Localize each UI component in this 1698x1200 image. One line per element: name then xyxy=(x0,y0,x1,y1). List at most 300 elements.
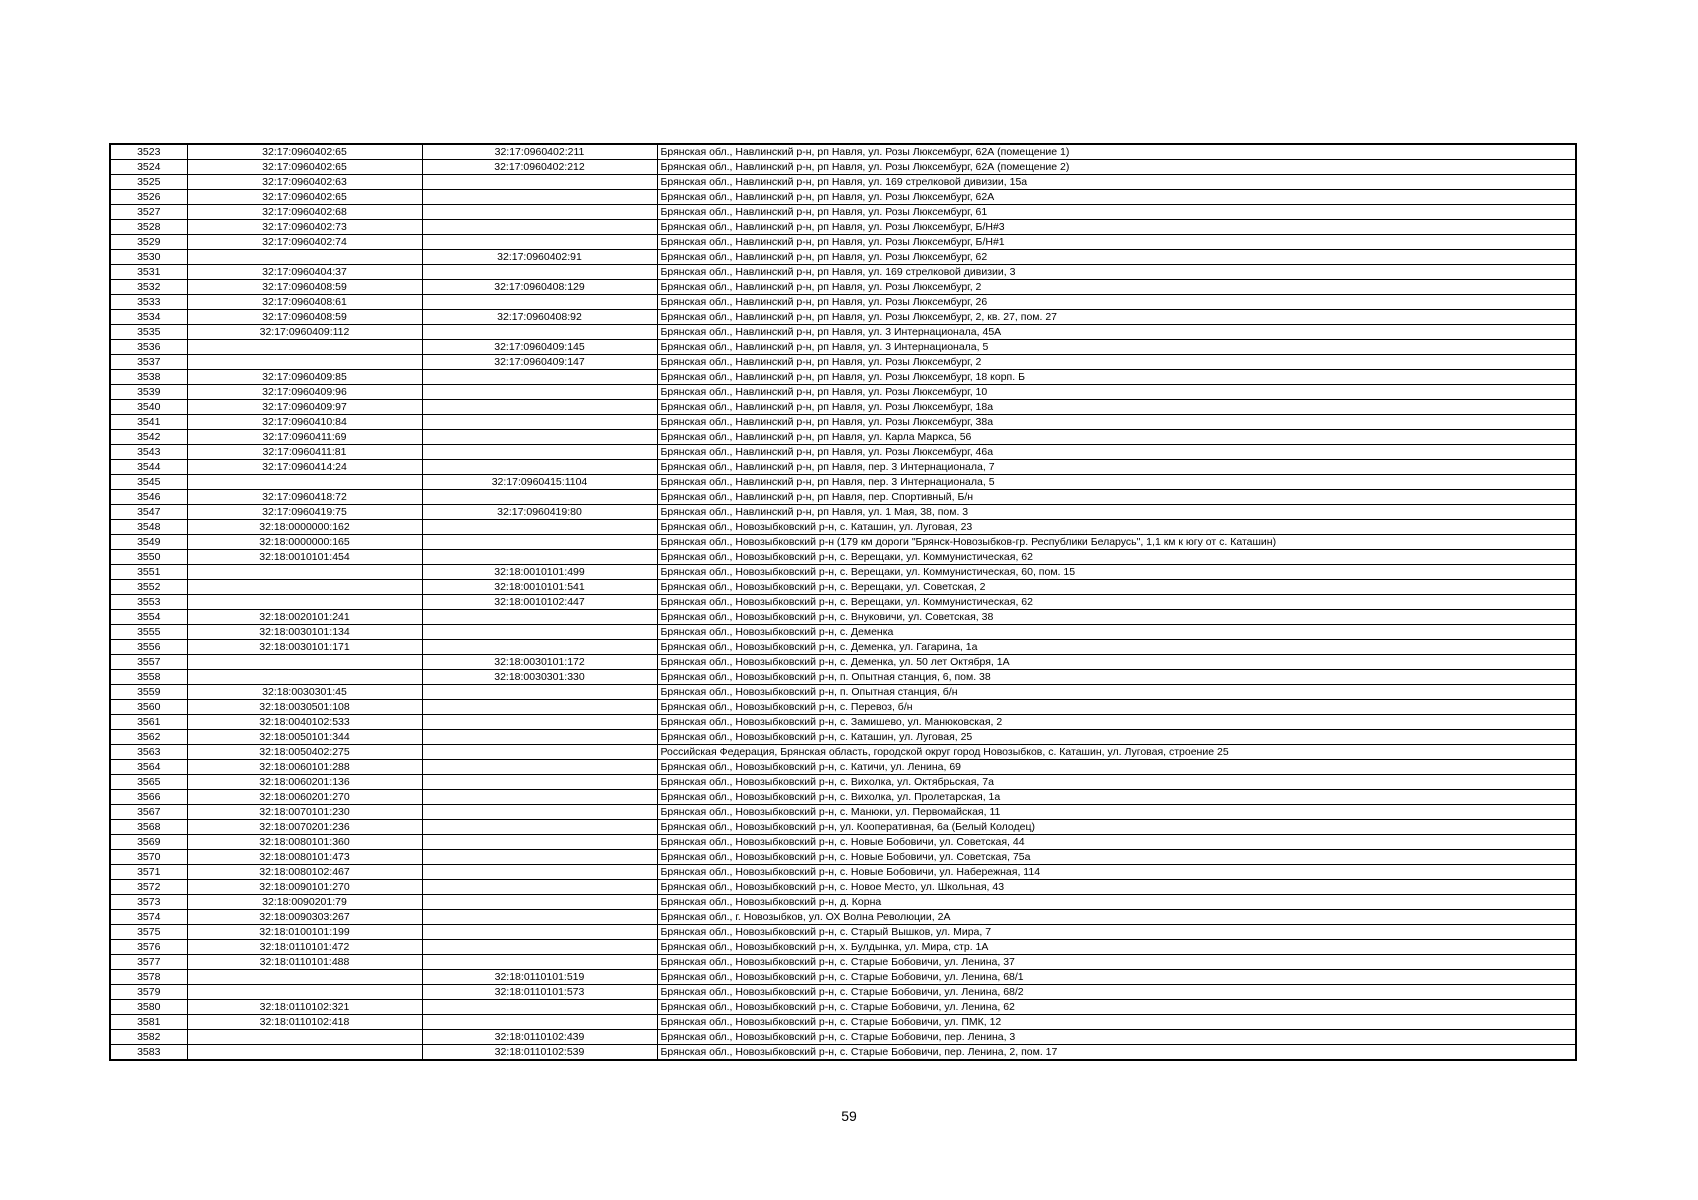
cadastral-number-cell: 32:18:0030101:134 xyxy=(187,625,422,640)
row-number-cell: 3573 xyxy=(110,895,187,910)
row-number-cell: 3572 xyxy=(110,880,187,895)
object-cadastral-number-cell: 32:18:0030301:330 xyxy=(422,670,657,685)
cadastral-number-cell: 32:18:0030101:171 xyxy=(187,640,422,655)
object-cadastral-number-cell: 32:17:0960408:92 xyxy=(422,310,657,325)
cadastral-number-cell: 32:17:0960419:75 xyxy=(187,505,422,520)
object-cadastral-number-cell: 32:18:0110101:519 xyxy=(422,970,657,985)
object-cadastral-number-cell xyxy=(422,400,657,415)
table-row xyxy=(110,790,1576,805)
object-cadastral-number-cell xyxy=(422,220,657,235)
row-number-cell: 3561 xyxy=(110,715,187,730)
table-row xyxy=(110,940,1576,955)
cadastral-number-cell: 32:17:0960402:73 xyxy=(187,220,422,235)
address-cell: Брянская обл., Навлинский р-н, рп Навля, ул. Розы Люксембург, 62 xyxy=(657,250,1576,265)
table-row xyxy=(110,175,1576,190)
row-number-cell: 3566 xyxy=(110,790,187,805)
row-number-cell: 3535 xyxy=(110,325,187,340)
address-cell: Брянская обл., Новозыбковский р-н (179 км дороги "Брянск-Новозыбков-гр. Республики Беларусь", 1,1 км к югу от с. Каташин) xyxy=(657,535,1576,550)
address-cell: Брянская обл., Навлинский р-н, рп Навля, ул. 3 Интернационала, 5 xyxy=(657,340,1576,355)
address-cell: Брянская обл., Навлинский р-н, рп Навля, ул. 3 Интернационала, 45А xyxy=(657,325,1576,340)
table-row xyxy=(110,670,1576,685)
cadastral-number-cell: 32:17:0960402:63 xyxy=(187,175,422,190)
table-row xyxy=(110,1000,1576,1015)
object-cadastral-number-cell xyxy=(422,925,657,940)
cadastral-number-cell xyxy=(187,985,422,1000)
table-row xyxy=(110,1030,1576,1045)
row-number-cell: 3562 xyxy=(110,730,187,745)
address-cell: Брянская обл., Навлинский р-н, рп Навля, пер. Спортивный, Б/н xyxy=(657,490,1576,505)
address-cell: Брянская обл., Новозыбковский р-н, с. Деменка, ул. Гагарина, 1а xyxy=(657,640,1576,655)
table-row xyxy=(110,340,1576,355)
object-cadastral-number-cell xyxy=(422,520,657,535)
object-cadastral-number-cell xyxy=(422,1015,657,1030)
address-cell: Брянская обл., Навлинский р-н, рп Навля, ул. Розы Люксембург, 38а xyxy=(657,415,1576,430)
address-cell: Брянская обл., Новозыбковский р-н, с. Манюки, ул. Первомайская, 11 xyxy=(657,805,1576,820)
row-number-cell: 3538 xyxy=(110,370,187,385)
address-cell: Брянская обл., Навлинский р-н, рп Навля, ул. Розы Люксембург, 61 xyxy=(657,205,1576,220)
object-cadastral-number-cell: 32:17:0960408:129 xyxy=(422,280,657,295)
row-number-cell: 3537 xyxy=(110,355,187,370)
cadastral-number-cell: 32:18:0040102:533 xyxy=(187,715,422,730)
cadastral-number-cell: 32:17:0960411:81 xyxy=(187,445,422,460)
table-row xyxy=(110,745,1576,760)
address-cell: Брянская обл., Новозыбковский р-н, с. Старые Бобовичи, пер. Ленина, 3 xyxy=(657,1030,1576,1045)
object-cadastral-number-cell xyxy=(422,805,657,820)
cadastral-number-cell xyxy=(187,970,422,985)
cadastral-number-cell: 32:17:0960414:24 xyxy=(187,460,422,475)
cadastral-number-cell: 32:18:0000000:162 xyxy=(187,520,422,535)
row-number-cell: 3580 xyxy=(110,1000,187,1015)
object-cadastral-number-cell: 32:17:0960402:212 xyxy=(422,160,657,175)
address-cell: Брянская обл., Новозыбковский р-н, ул. Кооперативная, 6а (Белый Колодец) xyxy=(657,820,1576,835)
cadastral-number-cell xyxy=(187,655,422,670)
address-cell: Брянская обл., Навлинский р-н, рп Навля, ул. Розы Люксембург, 62А (помещение 2) xyxy=(657,160,1576,175)
cadastral-number-cell xyxy=(187,355,422,370)
row-number-cell: 3533 xyxy=(110,295,187,310)
object-cadastral-number-cell xyxy=(422,700,657,715)
table-row xyxy=(110,835,1576,850)
object-cadastral-number-cell: 32:17:0960409:147 xyxy=(422,355,657,370)
object-cadastral-number-cell: 32:18:0110102:539 xyxy=(422,1045,657,1061)
row-number-cell: 3548 xyxy=(110,520,187,535)
address-cell: Брянская обл., Навлинский р-н, рп Навля, ул. Карла Маркса, 56 xyxy=(657,430,1576,445)
cadastral-number-cell: 32:17:0960409:96 xyxy=(187,385,422,400)
cadastral-number-cell: 32:18:0110101:472 xyxy=(187,940,422,955)
address-cell: Брянская обл., Новозыбковский р-н, с. Новые Бобовичи, ул. Советская, 44 xyxy=(657,835,1576,850)
cadastral-number-cell: 32:18:0060201:136 xyxy=(187,775,422,790)
row-number-cell: 3577 xyxy=(110,955,187,970)
row-number-cell: 3540 xyxy=(110,400,187,415)
table-row xyxy=(110,205,1576,220)
table-row xyxy=(110,895,1576,910)
cadastral-number-cell: 32:17:0960404:37 xyxy=(187,265,422,280)
object-cadastral-number-cell xyxy=(422,745,657,760)
table-row xyxy=(110,640,1576,655)
address-cell: Брянская обл., Новозыбковский р-н, п. Опытная станция, б/н xyxy=(657,685,1576,700)
row-number-cell: 3542 xyxy=(110,430,187,445)
object-cadastral-number-cell xyxy=(422,790,657,805)
address-cell: Брянская обл., Новозыбковский р-н, с. Верещаки, ул. Коммунистическая, 60, пом. 15 xyxy=(657,565,1576,580)
table-row xyxy=(110,445,1576,460)
row-number-cell: 3547 xyxy=(110,505,187,520)
row-number-cell: 3578 xyxy=(110,970,187,985)
table-row xyxy=(110,295,1576,310)
address-cell: Брянская обл., Новозыбковский р-н, с. Каташин, ул. Луговая, 23 xyxy=(657,520,1576,535)
table-row xyxy=(110,625,1576,640)
object-cadastral-number-cell xyxy=(422,730,657,745)
table-row xyxy=(110,520,1576,535)
cadastral-number-cell: 32:18:0070201:236 xyxy=(187,820,422,835)
row-number-cell: 3528 xyxy=(110,220,187,235)
object-cadastral-number-cell: 32:17:0960415:1104 xyxy=(422,475,657,490)
address-cell: Брянская обл., Навлинский р-н, рп Навля, ул. Розы Люксембург, Б/Н#3 xyxy=(657,220,1576,235)
table-row xyxy=(110,565,1576,580)
cadastral-number-cell: 32:17:0960409:97 xyxy=(187,400,422,415)
object-cadastral-number-cell: 32:18:0010101:541 xyxy=(422,580,657,595)
row-number-cell: 3524 xyxy=(110,160,187,175)
row-number-cell: 3558 xyxy=(110,670,187,685)
table-row xyxy=(110,310,1576,325)
address-cell: Брянская обл., Новозыбковский р-н, с. Замишево, ул. Манюковская, 2 xyxy=(657,715,1576,730)
table-row xyxy=(110,700,1576,715)
cadastral-number-cell xyxy=(187,1045,422,1061)
table-row xyxy=(110,715,1576,730)
address-cell: Брянская обл., Новозыбковский р-н, с. Вихолка, ул. Пролетарская, 1а xyxy=(657,790,1576,805)
row-number-cell: 3563 xyxy=(110,745,187,760)
cadastral-number-cell: 32:18:0110102:321 xyxy=(187,1000,422,1015)
row-number-cell: 3576 xyxy=(110,940,187,955)
object-cadastral-number-cell xyxy=(422,940,657,955)
row-number-cell: 3569 xyxy=(110,835,187,850)
address-cell: Брянская обл., Навлинский р-н, рп Навля, пер. 3 Интернационала, 7 xyxy=(657,460,1576,475)
row-number-cell: 3575 xyxy=(110,925,187,940)
table-row xyxy=(110,250,1576,265)
cadastral-number-cell: 32:18:0080102:467 xyxy=(187,865,422,880)
object-cadastral-number-cell xyxy=(422,910,657,925)
object-cadastral-number-cell xyxy=(422,205,657,220)
object-cadastral-number-cell xyxy=(422,385,657,400)
row-number-cell: 3583 xyxy=(110,1045,187,1061)
address-cell: Брянская обл., Новозыбковский р-н, с. Верещаки, ул. Коммунистическая, 62 xyxy=(657,550,1576,565)
page-number: 59 xyxy=(841,1108,857,1124)
cadastral-number-cell: 32:17:0960408:61 xyxy=(187,295,422,310)
row-number-cell: 3545 xyxy=(110,475,187,490)
row-number-cell: 3570 xyxy=(110,850,187,865)
address-cell: Российская Федерация, Брянская область, городской округ город Новозыбков, с. Каташин, ул. Луговая, строение 25 xyxy=(657,745,1576,760)
row-number-cell: 3534 xyxy=(110,310,187,325)
object-cadastral-number-cell xyxy=(422,880,657,895)
address-cell: Брянская обл., Новозыбковский р-н, х. Булдынка, ул. Мира, стр. 1А xyxy=(657,940,1576,955)
row-number-cell: 3554 xyxy=(110,610,187,625)
table-row xyxy=(110,220,1576,235)
table-row xyxy=(110,385,1576,400)
row-number-cell: 3568 xyxy=(110,820,187,835)
table-row xyxy=(110,430,1576,445)
object-cadastral-number-cell xyxy=(422,775,657,790)
row-number-cell: 3551 xyxy=(110,565,187,580)
address-cell: Брянская обл., Навлинский р-н, рп Навля, ул. Розы Люксембург, 2 xyxy=(657,280,1576,295)
cadastral-number-cell: 32:17:0960409:112 xyxy=(187,325,422,340)
object-cadastral-number-cell xyxy=(422,865,657,880)
object-cadastral-number-cell xyxy=(422,325,657,340)
object-cadastral-number-cell xyxy=(422,640,657,655)
cadastral-number-cell: 32:18:0090201:79 xyxy=(187,895,422,910)
cadastral-number-cell xyxy=(187,580,422,595)
address-cell: Брянская обл., Навлинский р-н, рп Навля, ул. 1 Мая, 38, пом. 3 xyxy=(657,505,1576,520)
address-cell: Брянская обл., Новозыбковский р-н, с. Каташин, ул. Луговая, 25 xyxy=(657,730,1576,745)
cadastral-number-cell: 32:18:0080101:473 xyxy=(187,850,422,865)
object-cadastral-number-cell: 32:18:0110102:439 xyxy=(422,1030,657,1045)
table-row xyxy=(110,144,1576,160)
address-cell: Брянская обл., Новозыбковский р-н, с. Старые Бобовичи, ул. Ленина, 68/1 xyxy=(657,970,1576,985)
row-number-cell: 3556 xyxy=(110,640,187,655)
table-row xyxy=(110,685,1576,700)
cadastral-number-cell: 32:17:0960408:59 xyxy=(187,280,422,295)
table-row xyxy=(110,970,1576,985)
object-cadastral-number-cell xyxy=(422,835,657,850)
object-cadastral-number-cell xyxy=(422,850,657,865)
cadastral-number-cell xyxy=(187,340,422,355)
object-cadastral-number-cell: 32:18:0010101:499 xyxy=(422,565,657,580)
table-row xyxy=(110,925,1576,940)
row-number-cell: 3544 xyxy=(110,460,187,475)
row-number-cell: 3574 xyxy=(110,910,187,925)
table-row xyxy=(110,610,1576,625)
row-number-cell: 3529 xyxy=(110,235,187,250)
object-cadastral-number-cell xyxy=(422,1000,657,1015)
row-number-cell: 3579 xyxy=(110,985,187,1000)
table-row xyxy=(110,355,1576,370)
cadastral-number-cell: 32:17:0960410:84 xyxy=(187,415,422,430)
registry-table-body xyxy=(110,144,1576,1060)
address-cell: Брянская обл., Новозыбковский р-н, с. Перевоз, б/н xyxy=(657,700,1576,715)
cadastral-number-cell: 32:18:0030501:108 xyxy=(187,700,422,715)
row-number-cell: 3571 xyxy=(110,865,187,880)
row-number-cell: 3531 xyxy=(110,265,187,280)
row-number-cell: 3546 xyxy=(110,490,187,505)
cadastral-number-cell: 32:18:0000000:165 xyxy=(187,535,422,550)
table-row xyxy=(110,265,1576,280)
row-number-cell: 3550 xyxy=(110,550,187,565)
table-row xyxy=(110,505,1576,520)
address-cell: Брянская обл., Новозыбковский р-н, с. Верещаки, ул. Коммунистическая, 62 xyxy=(657,595,1576,610)
address-cell: Брянская обл., Навлинский р-н, рп Навля, ул. 169 стрелковой дивизии, 3 xyxy=(657,265,1576,280)
object-cadastral-number-cell xyxy=(422,685,657,700)
address-cell: Брянская обл., Новозыбковский р-н, с. Старый Вышков, ул. Мира, 7 xyxy=(657,925,1576,940)
row-number-cell: 3582 xyxy=(110,1030,187,1045)
address-cell: Брянская обл., Навлинский р-н, рп Навля, ул. 169 стрелковой дивизии, 15а xyxy=(657,175,1576,190)
row-number-cell: 3564 xyxy=(110,760,187,775)
table-row xyxy=(110,865,1576,880)
table-row xyxy=(110,535,1576,550)
address-cell: Брянская обл., Навлинский р-н, рп Навля, ул. Розы Люксембург, 18а xyxy=(657,400,1576,415)
object-cadastral-number-cell xyxy=(422,715,657,730)
object-cadastral-number-cell xyxy=(422,175,657,190)
cadastral-number-cell xyxy=(187,250,422,265)
row-number-cell: 3525 xyxy=(110,175,187,190)
object-cadastral-number-cell xyxy=(422,955,657,970)
cadastral-number-cell: 32:17:0960409:85 xyxy=(187,370,422,385)
row-number-cell: 3560 xyxy=(110,700,187,715)
cadastral-number-cell: 32:17:0960402:74 xyxy=(187,235,422,250)
table-row xyxy=(110,370,1576,385)
object-cadastral-number-cell: 32:18:0010102:447 xyxy=(422,595,657,610)
table-row xyxy=(110,460,1576,475)
table-row xyxy=(110,475,1576,490)
object-cadastral-number-cell xyxy=(422,625,657,640)
cadastral-number-cell: 32:18:0050101:344 xyxy=(187,730,422,745)
address-cell: Брянская обл., Новозыбковский р-н, с. Новое Место, ул. Школьная, 43 xyxy=(657,880,1576,895)
cadastral-number-cell xyxy=(187,565,422,580)
row-number-cell: 3557 xyxy=(110,655,187,670)
address-cell: Брянская обл., Навлинский р-н, рп Навля, пер. 3 Интернационала, 5 xyxy=(657,475,1576,490)
table-row xyxy=(110,760,1576,775)
object-cadastral-number-cell xyxy=(422,550,657,565)
row-number-cell: 3555 xyxy=(110,625,187,640)
row-number-cell: 3553 xyxy=(110,595,187,610)
object-cadastral-number-cell xyxy=(422,820,657,835)
address-cell: Брянская обл., Новозыбковский р-н, с. Старые Бобовичи, ул. ПМК, 12 xyxy=(657,1015,1576,1030)
object-cadastral-number-cell xyxy=(422,610,657,625)
table-row xyxy=(110,880,1576,895)
address-cell: Брянская обл., Навлинский р-н, рп Навля, ул. Розы Люксембург, 2 xyxy=(657,355,1576,370)
cadastral-number-cell: 32:18:0080101:360 xyxy=(187,835,422,850)
address-cell: Брянская обл., Навлинский р-н, рп Навля, ул. Розы Люксембург, 62А xyxy=(657,190,1576,205)
table-row xyxy=(110,580,1576,595)
table-row xyxy=(110,190,1576,205)
address-cell: Брянская обл., Новозыбковский р-н, с. Деменка, ул. 50 лет Октября, 1А xyxy=(657,655,1576,670)
table-row xyxy=(110,415,1576,430)
row-number-cell: 3541 xyxy=(110,415,187,430)
table-row xyxy=(110,850,1576,865)
row-number-cell: 3549 xyxy=(110,535,187,550)
row-number-cell: 3536 xyxy=(110,340,187,355)
object-cadastral-number-cell: 32:17:0960419:80 xyxy=(422,505,657,520)
object-cadastral-number-cell: 32:17:0960409:145 xyxy=(422,340,657,355)
table-row xyxy=(110,550,1576,565)
table-row xyxy=(110,775,1576,790)
cadastral-number-cell: 32:17:0960408:59 xyxy=(187,310,422,325)
address-cell: Брянская обл., Новозыбковский р-н, с. Вихолка, ул. Октябрьская, 7а xyxy=(657,775,1576,790)
cadastral-number-cell: 32:17:0960402:65 xyxy=(187,160,422,175)
row-number-cell: 3559 xyxy=(110,685,187,700)
table-row xyxy=(110,490,1576,505)
cadastral-number-cell: 32:18:0100101:199 xyxy=(187,925,422,940)
address-cell: Брянская обл., Новозыбковский р-н, с. Старые Бобовичи, ул. Ленина, 37 xyxy=(657,955,1576,970)
object-cadastral-number-cell xyxy=(422,430,657,445)
table-row xyxy=(110,325,1576,340)
row-number-cell: 3552 xyxy=(110,580,187,595)
row-number-cell: 3532 xyxy=(110,280,187,295)
address-cell: Брянская обл., Новозыбковский р-н, с. Внуковичи, ул. Советская, 38 xyxy=(657,610,1576,625)
object-cadastral-number-cell xyxy=(422,295,657,310)
cadastral-number-cell: 32:18:0090303:267 xyxy=(187,910,422,925)
cadastral-number-cell: 32:18:0020101:241 xyxy=(187,610,422,625)
cadastral-number-cell: 32:18:0010101:454 xyxy=(187,550,422,565)
address-cell: Брянская обл., Новозыбковский р-н, с. Старые Бобовичи, ул. Ленина, 68/2 xyxy=(657,985,1576,1000)
row-number-cell: 3527 xyxy=(110,205,187,220)
table-row xyxy=(110,910,1576,925)
cadastral-number-cell: 32:18:0110102:418 xyxy=(187,1015,422,1030)
object-cadastral-number-cell: 32:18:0110101:573 xyxy=(422,985,657,1000)
cadastral-number-cell: 32:17:0960418:72 xyxy=(187,490,422,505)
address-cell: Брянская обл., Навлинский р-н, рп Навля, ул. Розы Люксембург, 46а xyxy=(657,445,1576,460)
table-row xyxy=(110,655,1576,670)
cadastral-number-cell xyxy=(187,670,422,685)
cadastral-number-cell xyxy=(187,1030,422,1045)
object-cadastral-number-cell xyxy=(422,235,657,250)
table-row xyxy=(110,805,1576,820)
object-cadastral-number-cell xyxy=(422,490,657,505)
address-cell: Брянская обл., Навлинский р-н, рп Навля, ул. Розы Люксембург, 18 корп. Б xyxy=(657,370,1576,385)
row-number-cell: 3530 xyxy=(110,250,187,265)
table-row xyxy=(110,730,1576,745)
table-row xyxy=(110,820,1576,835)
table-row xyxy=(110,1015,1576,1030)
cadastral-number-cell: 32:18:0050402:275 xyxy=(187,745,422,760)
address-cell: Брянская обл., Навлинский р-н, рп Навля, ул. Розы Люксембург, 62А (помещение 1) xyxy=(657,144,1576,160)
table-row xyxy=(110,985,1576,1000)
address-cell: Брянская обл., г. Новозыбков, ул. ОХ Волна Революции, 2А xyxy=(657,910,1576,925)
object-cadastral-number-cell: 32:18:0030101:172 xyxy=(422,655,657,670)
address-cell: Брянская обл., Новозыбковский р-н, д. Корна xyxy=(657,895,1576,910)
object-cadastral-number-cell xyxy=(422,190,657,205)
address-cell: Брянская обл., Навлинский р-н, рп Навля, ул. Розы Люксембург, 10 xyxy=(657,385,1576,400)
table-row xyxy=(110,1045,1576,1061)
cadastral-number-cell: 32:17:0960402:65 xyxy=(187,144,422,160)
table-row xyxy=(110,955,1576,970)
cadastral-number-cell: 32:17:0960402:65 xyxy=(187,190,422,205)
row-number-cell: 3523 xyxy=(110,144,187,160)
cadastral-number-cell: 32:18:0110101:488 xyxy=(187,955,422,970)
cadastral-number-cell: 32:18:0060201:270 xyxy=(187,790,422,805)
object-cadastral-number-cell xyxy=(422,265,657,280)
address-cell: Брянская обл., Навлинский р-н, рп Навля, ул. Розы Люксембург, 26 xyxy=(657,295,1576,310)
object-cadastral-number-cell xyxy=(422,370,657,385)
cadastral-number-cell xyxy=(187,595,422,610)
address-cell: Брянская обл., Новозыбковский р-н, с. Верещаки, ул. Советская, 2 xyxy=(657,580,1576,595)
address-cell: Брянская обл., Навлинский р-н, рп Навля, ул. Розы Люксембург, 2, кв. 27, пом. 27 xyxy=(657,310,1576,325)
object-cadastral-number-cell xyxy=(422,445,657,460)
address-cell: Брянская обл., Новозыбковский р-н, с. Старые Бобовичи, пер. Ленина, 2, пом. 17 xyxy=(657,1045,1576,1061)
row-number-cell: 3567 xyxy=(110,805,187,820)
address-cell: Брянская обл., Новозыбковский р-н, с. Новые Бобовичи, ул. Набережная, 114 xyxy=(657,865,1576,880)
address-cell: Брянская обл., Новозыбковский р-н, с. Старые Бобовичи, ул. Ленина, 62 xyxy=(657,1000,1576,1015)
row-number-cell: 3526 xyxy=(110,190,187,205)
cadastral-number-cell xyxy=(187,475,422,490)
object-cadastral-number-cell xyxy=(422,535,657,550)
row-number-cell: 3581 xyxy=(110,1015,187,1030)
object-cadastral-number-cell: 32:17:0960402:211 xyxy=(422,144,657,160)
object-cadastral-number-cell xyxy=(422,760,657,775)
table-row xyxy=(110,235,1576,250)
cadastral-number-cell: 32:18:0060101:288 xyxy=(187,760,422,775)
cadastral-number-cell: 32:18:0090101:270 xyxy=(187,880,422,895)
object-cadastral-number-cell xyxy=(422,460,657,475)
registry-table xyxy=(109,143,1577,1061)
address-cell: Брянская обл., Новозыбковский р-н, с. Новые Бобовичи, ул. Советская, 75а xyxy=(657,850,1576,865)
address-cell: Брянская обл., Новозыбковский р-н, с. Деменка xyxy=(657,625,1576,640)
cadastral-number-cell: 32:17:0960411:69 xyxy=(187,430,422,445)
row-number-cell: 3543 xyxy=(110,445,187,460)
cadastral-number-cell: 32:18:0070101:230 xyxy=(187,805,422,820)
table-row xyxy=(110,280,1576,295)
object-cadastral-number-cell xyxy=(422,415,657,430)
cadastral-number-cell: 32:18:0030301:45 xyxy=(187,685,422,700)
object-cadastral-number-cell: 32:17:0960402:91 xyxy=(422,250,657,265)
table-row xyxy=(110,400,1576,415)
row-number-cell: 3565 xyxy=(110,775,187,790)
